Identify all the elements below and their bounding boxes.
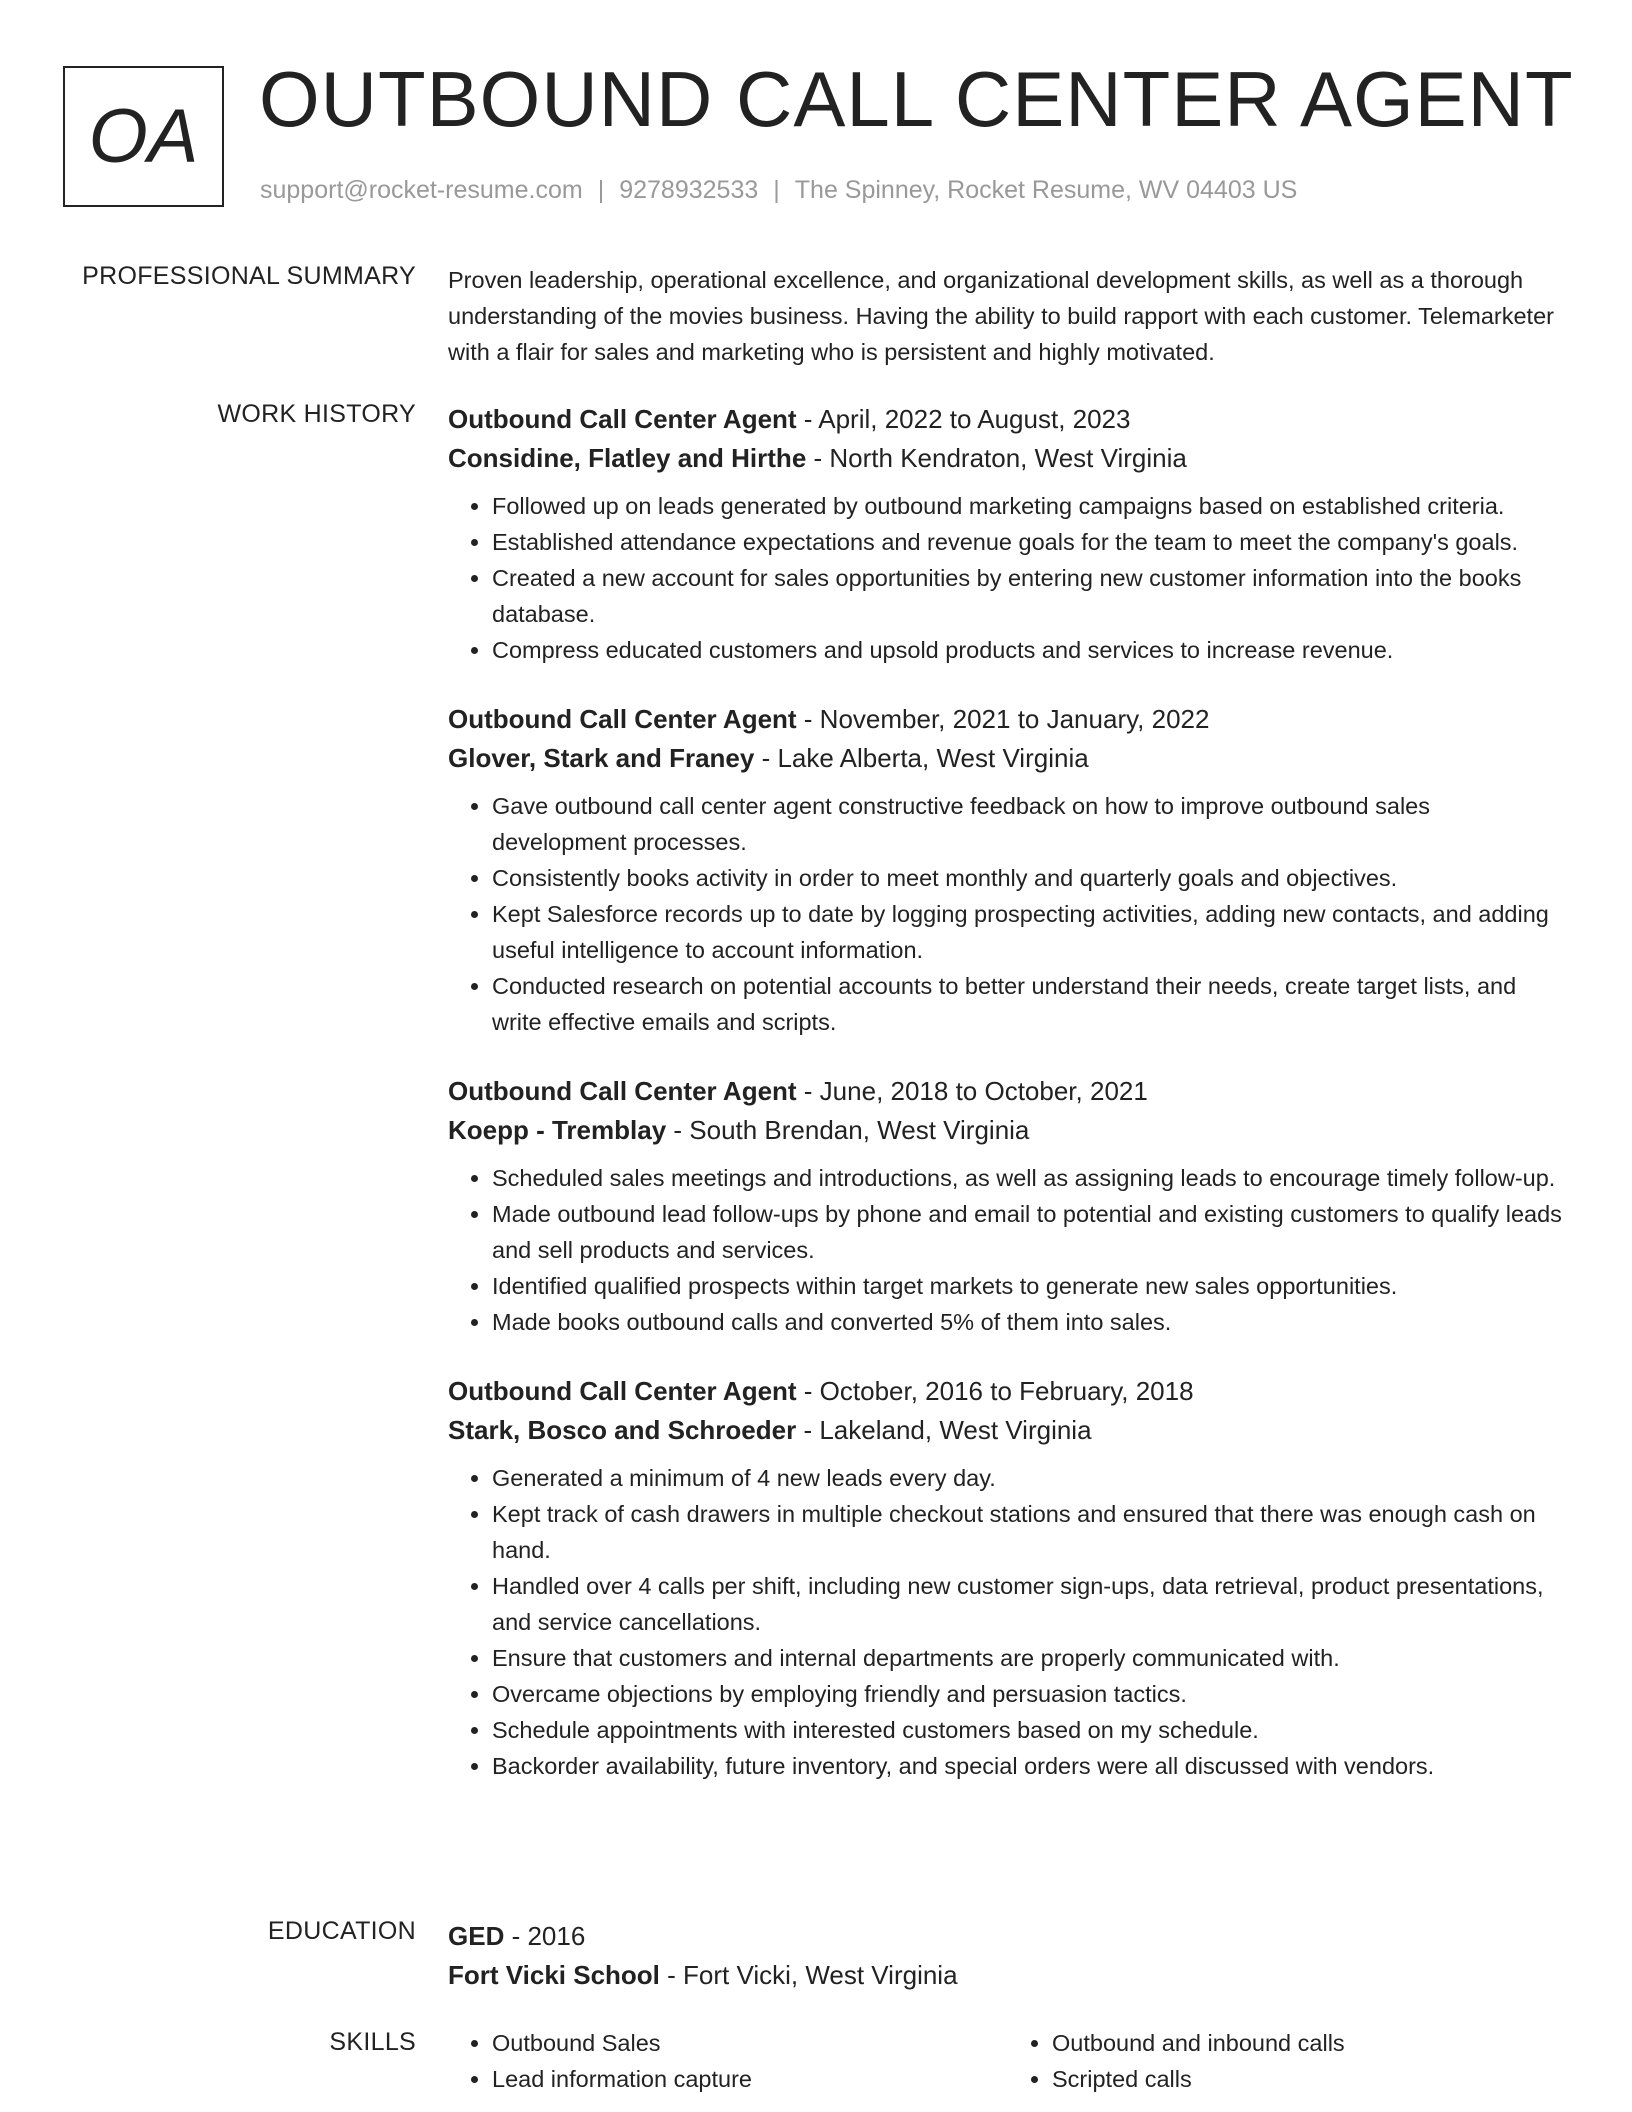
job-bullet: • Consistently books activity in order to meet monthly and quarterly goals and objectives. <box>492 860 1568 896</box>
section-label-summary: PROFESSIONAL SUMMARY <box>82 262 416 290</box>
job-company-line <box>448 439 1568 478</box>
jobs-list <box>448 400 1568 1816</box>
job-bullet: • Backorder availability, future inventory, and special orders were all discussed with vendors. <box>492 1748 1568 1784</box>
job-title: Outbound Call Center Agent <box>448 404 797 434</box>
education-school: Fort Vicki School <box>448 1960 660 1990</box>
skill-item: • Outbound Sales <box>492 2025 1008 2061</box>
job-location: - North Kendraton, West Virginia <box>806 443 1187 473</box>
contact-address: The Spinney, Rocket Resume, WV 04403 US <box>794 176 1298 204</box>
job-bullet: • Identified qualified prospects within target markets to generate new sales opportunities. <box>492 1268 1568 1304</box>
job-company: Considine, Flatley and Hirthe <box>448 443 807 473</box>
job-bullet: • Scheduled sales meetings and introductions, as well as assigning leads to encourage timely follow-up. <box>492 1160 1568 1196</box>
contact-separator: | <box>597 176 605 204</box>
job-location: - Lake Alberta, West Virginia <box>754 743 1089 773</box>
job-bullet: • Created a new account for sales opportunities by entering new customer information into the books database. <box>492 560 1568 632</box>
job-company-line <box>448 739 1568 778</box>
education-year: - 2016 <box>504 1921 586 1951</box>
skill-item: • Lead information capture <box>492 2061 1008 2097</box>
contact-email: support@rocket-resume.com <box>260 176 583 204</box>
resume-title: OUTBOUND CALL CENTER AGENT <box>259 55 1574 143</box>
resume-header <box>0 0 1632 240</box>
job-title-line <box>448 1372 1568 1411</box>
job-title-line <box>448 1072 1568 1111</box>
job-entry <box>448 700 1568 1040</box>
job-bullet: • Generated a minimum of 4 new leads every day. <box>492 1460 1568 1496</box>
job-company-line <box>448 1411 1568 1450</box>
job-title-line <box>448 400 1568 439</box>
job-bullet: • Compress educated customers and upsold products and services to increase revenue. <box>492 632 1568 668</box>
job-title: Outbound Call Center Agent <box>448 1076 797 1106</box>
job-title: Outbound Call Center Agent <box>448 1376 797 1406</box>
contact-separator: | <box>773 176 780 204</box>
job-location: - South Brendan, West Virginia <box>666 1115 1030 1145</box>
skill-item: • Outbound and inbound calls <box>1052 2025 1568 2061</box>
section-label-work-history: WORK HISTORY <box>217 400 416 428</box>
skills-list-right <box>1008 2025 1568 2097</box>
job-bullet-list <box>448 788 1568 1040</box>
education-degree: GED <box>448 1921 505 1951</box>
job-bullet: • Kept track of cash drawers in multiple checkout stations and ensured that there was enough cash on hand. <box>492 1496 1568 1568</box>
section-label-education: EDUCATION <box>267 1917 416 1945</box>
job-dates: - November, 2021 to January, 2022 <box>796 704 1210 734</box>
job-bullet: • Handled over 4 calls per shift, including new customer sign-ups, data retrieval, product presentations, and service cancellations. <box>492 1568 1568 1640</box>
job-company: Koepp - Tremblay <box>448 1115 667 1145</box>
monogram-badge: OA <box>63 66 224 207</box>
job-bullet: • Followed up on leads generated by outbound marketing campaigns based on established criteria. <box>492 488 1568 524</box>
job-bullet-list <box>448 488 1568 668</box>
job-location: - Lakeland, West Virginia <box>796 1415 1092 1445</box>
job-bullet: • Kept Salesforce records up to date by logging prospecting activities, adding new contacts, and adding useful intelligence to account information. <box>492 896 1568 968</box>
job-company-line <box>448 1111 1568 1150</box>
job-company: Glover, Stark and Franey <box>448 743 755 773</box>
job-title: Outbound Call Center Agent <box>448 704 797 734</box>
job-bullet: • Made outbound lead follow-ups by phone and email to potential and existing customers to qualify leads and sell products and services. <box>492 1196 1568 1268</box>
job-bullet: • Ensure that customers and internal departments are properly communicated with. <box>492 1640 1568 1676</box>
job-entry <box>448 400 1568 668</box>
job-dates: - October, 2016 to February, 2018 <box>796 1376 1194 1406</box>
summary-text: Proven leadership, operational excellence, and organizational development skills, as well as a thorough understanding of the movies business. Having the ability to build rapport with each customer. Telemarketer with a flair for sales and marketing who is persistent and highly motivated. <box>448 267 1554 365</box>
job-bullet: • Established attendance expectations and revenue goals for the team to meet the company's goals. <box>492 524 1568 560</box>
section-label-skills: SKILLS <box>329 2028 416 2056</box>
job-company: Stark, Bosco and Schroeder <box>448 1415 797 1445</box>
job-bullet: • Made books outbound calls and converted 5% of them into sales. <box>492 1304 1568 1340</box>
job-bullet: • Schedule appointments with interested customers based on my schedule. <box>492 1712 1568 1748</box>
contact-phone: 9278932533 <box>619 176 759 204</box>
skill-item: • Scripted calls <box>1052 2061 1568 2097</box>
job-entry <box>448 1372 1568 1784</box>
job-dates: - June, 2018 to October, 2021 <box>796 1076 1148 1106</box>
job-dates: - April, 2022 to August, 2023 <box>796 404 1131 434</box>
job-bullet: • Conducted research on potential accounts to better understand their needs, create target lists, and write effective emails and scripts. <box>492 968 1568 1040</box>
job-bullet: • Gave outbound call center agent constructive feedback on how to improve outbound sales development processes. <box>492 788 1568 860</box>
job-bullet-list <box>448 1160 1568 1340</box>
contact-line <box>260 176 1297 205</box>
job-bullet: • Overcame objections by employing friendly and persuasion tactics. <box>492 1676 1568 1712</box>
education-school-line <box>448 1956 1568 1995</box>
job-bullet-list <box>448 1460 1568 1784</box>
skills-columns <box>448 2025 1568 2097</box>
job-entry <box>448 1072 1568 1340</box>
skills-list-left <box>448 2025 1008 2097</box>
education-location: - Fort Vicki, West Virginia <box>659 1960 958 1990</box>
education-degree-line <box>448 1917 1568 1956</box>
job-title-line <box>448 700 1568 739</box>
